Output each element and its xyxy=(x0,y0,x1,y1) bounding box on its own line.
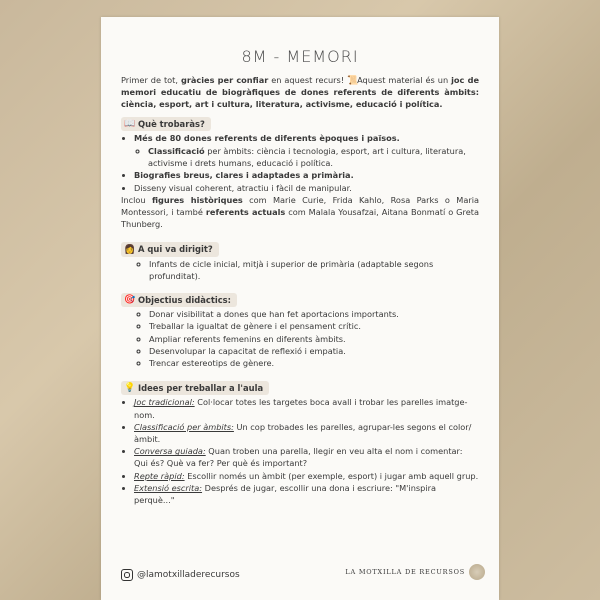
section-who xyxy=(121,242,479,282)
intro-paragraph xyxy=(121,74,479,111)
item-text: Escollir només un àmbit (per exemple, esport) i jugar amb aquell grup. xyxy=(184,470,479,481)
item-key: Conversa guiada: xyxy=(134,446,206,457)
footer-social[interactable] xyxy=(121,569,240,581)
heading-text: A qui va dirigit? xyxy=(138,244,213,255)
brand-text: LA MOTXILLA DE RECURSOS xyxy=(345,568,465,576)
intro-text: en aquest recurs! xyxy=(268,75,348,85)
page-title: 8M - MEMORI xyxy=(241,47,359,66)
item-key: Extensió escrita: xyxy=(134,482,203,493)
para-text: com Malala Yousafzai, Aitana Bonmatí o Greta Thunberg. xyxy=(121,207,479,230)
item-text: Biografies breus, clares i adaptades a primària. xyxy=(134,170,354,181)
list-item xyxy=(134,470,479,482)
heading-text: Objectius didàctics: xyxy=(138,295,232,306)
content xyxy=(121,74,479,506)
intro-text: Primer de tot, xyxy=(121,75,181,85)
list-item xyxy=(134,132,479,170)
section-heading xyxy=(121,381,269,395)
item-text: per àmbits: ciència i tecnologia, esport, art i cultura, literatura, activisme i drets humans, educació i política. xyxy=(148,146,466,169)
para-bold: referents actuals xyxy=(205,207,286,218)
list-item xyxy=(148,145,479,169)
para-text: Inclou xyxy=(121,194,152,205)
list-item: ◦ Ampliar referents femenins en diferents àmbits. xyxy=(149,333,479,345)
list-item xyxy=(134,169,479,181)
item-bold: Classificació xyxy=(148,146,205,157)
intro-bold: joc de memori educatiu de biogràfiques de dones referents de diferents àmbits: ciència, esport, art i cultura, literatura, activisme, educació i política. xyxy=(121,75,479,110)
item-text: Quan troben una parella, llegir en veu alta el nom i comentar: Qui és? Què va fer? Per què és important? xyxy=(134,446,463,469)
item-text: Un cop trobades les parelles, agrupar-les segons el color/àmbit. xyxy=(134,421,472,445)
list-item: ◦ Desenvolupar la capacitat de reflexió i empatia. xyxy=(149,345,479,357)
book-icon: 📖 xyxy=(124,118,136,129)
item-text: Més de 80 dones referents de diferents èpoques i països. xyxy=(134,132,400,143)
list-item xyxy=(134,445,479,469)
list-item: ◦ Treballar la igualtat de gènere i el pensament crític. xyxy=(149,320,479,332)
intro-text: Aquest material és un xyxy=(357,75,452,85)
section-ideas xyxy=(121,381,479,506)
list-item xyxy=(134,482,479,506)
section-heading xyxy=(121,242,219,256)
intro-bold: gràcies per confiar xyxy=(180,75,269,85)
heading-text: Idees per treballar a l'aula xyxy=(138,383,264,394)
item-key: Classificació per àmbits: xyxy=(134,421,234,432)
section-heading xyxy=(121,293,237,307)
item-key: Joc tradicional: xyxy=(134,397,195,408)
para-text: com Marie Curie, Frida Kahlo, Rosa Parks o Maria Montessori, i també xyxy=(121,194,479,218)
target-icon: 🎯 xyxy=(124,295,136,306)
brand-logo xyxy=(345,564,485,580)
document-page xyxy=(101,17,499,600)
section-goals xyxy=(121,293,479,369)
list-item: ◦ Donar visibilitat a dones que han fet aportacions importants. xyxy=(149,308,479,320)
scroll-icon: 📜 xyxy=(347,76,359,86)
item-key: Repte ràpid: xyxy=(134,470,185,481)
instagram-icon xyxy=(121,569,133,581)
logo-icon xyxy=(469,564,485,580)
section-what xyxy=(121,117,479,231)
list-item xyxy=(134,396,479,420)
list-item: ◦ Trencar estereotips de gènere. xyxy=(149,357,479,369)
list-item xyxy=(134,421,479,445)
list-item: ◦ Infants de cicle inicial, mitjà i superior de primària (adaptable segons profunditat). xyxy=(149,258,479,282)
section-heading xyxy=(121,117,211,131)
item-text: Després de jugar, escollir una dona i escriure: "M'inspira perquè..." xyxy=(134,482,437,506)
people-icon: 👩 xyxy=(124,244,136,255)
heading-text: Què trobaràs? xyxy=(138,118,205,129)
figures-paragraph xyxy=(121,194,479,231)
item-text: Col·locar totes les targetes boca avall i trobar les parelles imatge-nom. xyxy=(134,397,468,420)
para-bold: figures històriques xyxy=(151,194,243,205)
item-text: Disseny visual coherent, atractiu i fàcil de manipular. xyxy=(134,182,352,193)
lightbulb-icon: 💡 xyxy=(124,383,136,394)
social-handle[interactable]: @lamotxilladerecursos xyxy=(137,570,240,580)
list-item xyxy=(134,182,479,194)
